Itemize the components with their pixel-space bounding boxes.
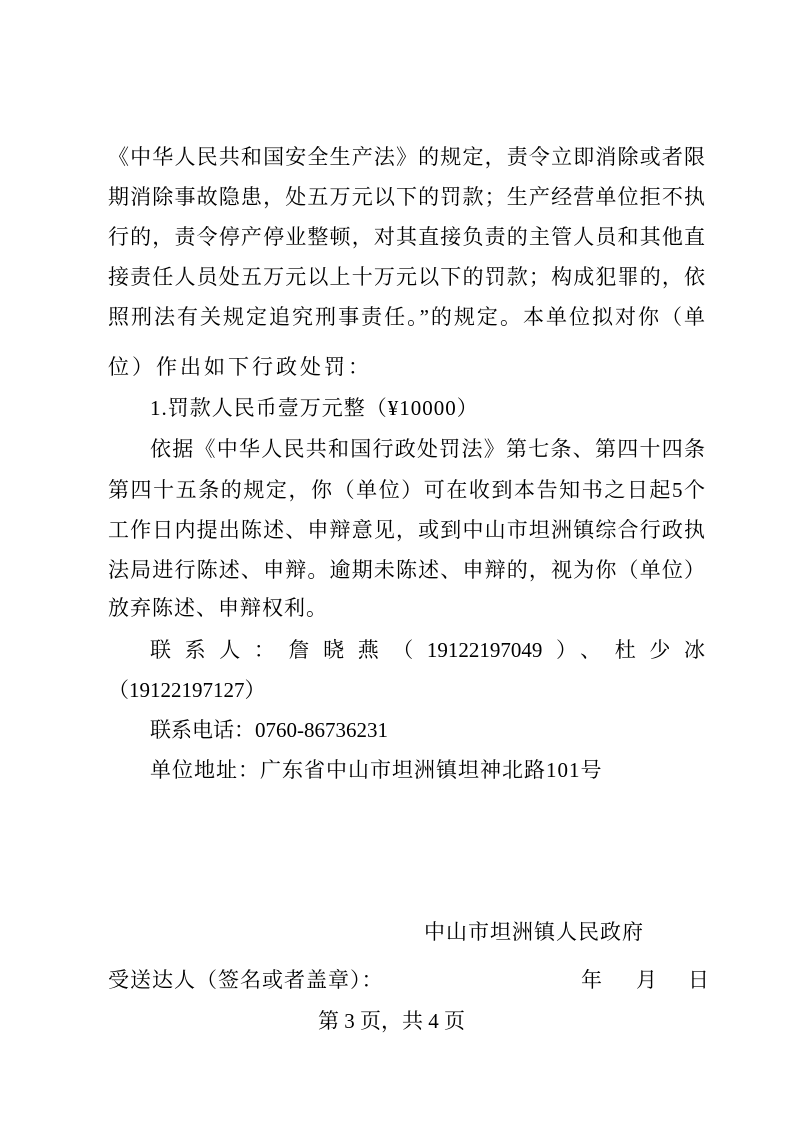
date-day: 日 bbox=[688, 968, 709, 992]
recipient-signature-label: 受送达人（签名或者盖章）： bbox=[108, 968, 384, 992]
penalty-item: 1.罚款人民币壹万元整（¥10000） bbox=[150, 396, 479, 420]
date-month: 月 bbox=[636, 968, 657, 992]
paragraph-line: 第四十五条的规定，你（单位）可在收到本告知书之日起5个 bbox=[108, 478, 705, 502]
unit-address: 单位地址：广东省中山市坦洲镇坦神北路101号 bbox=[150, 758, 603, 782]
paragraph-line: 法局进行陈述、申辩。逾期未陈述、申辩的，视为你（单位） bbox=[108, 558, 705, 582]
page-number: 第 3 页，共 4 页 bbox=[318, 1009, 465, 1033]
contact-phone: 联系电话：0760-86736231 bbox=[150, 718, 388, 742]
contact-person: 联系人：詹晓燕（19122197049）、杜少冰 bbox=[150, 638, 705, 662]
paragraph-line: 接责任人员处五万元以上十万元以下的罚款；构成犯罪的，依 bbox=[108, 265, 705, 289]
paragraph-line: 照刑法有关规定追究刑事责任。”的规定。本单位拟对你（单 bbox=[108, 305, 705, 329]
issuer-name: 中山市坦洲镇人民政府 bbox=[424, 920, 644, 944]
contact-person-cont: （19122197127） bbox=[108, 678, 266, 702]
paragraph-line: 行的，责令停产停业整顿，对其直接负责的主管人员和其他直 bbox=[108, 225, 705, 249]
date-year: 年 bbox=[581, 968, 602, 992]
paragraph-line: 依据《中华人民共和国行政处罚法》第七条、第四十四条 bbox=[150, 437, 705, 461]
paragraph-line: 《中华人民共和国安全生产法》的规定，责令立即消除或者限 bbox=[108, 145, 705, 169]
paragraph-line: 工作日内提出陈述、申辩意见，或到中山市坦洲镇综合行政执 bbox=[108, 518, 705, 542]
paragraph-line: 期消除事故隐患，处五万元以下的罚款；生产经营单位拒不执 bbox=[108, 185, 705, 209]
paragraph-line: 位）作出如下行政处罚： bbox=[108, 355, 372, 379]
paragraph-line: 放弃陈述、申辩权利。 bbox=[108, 596, 328, 620]
